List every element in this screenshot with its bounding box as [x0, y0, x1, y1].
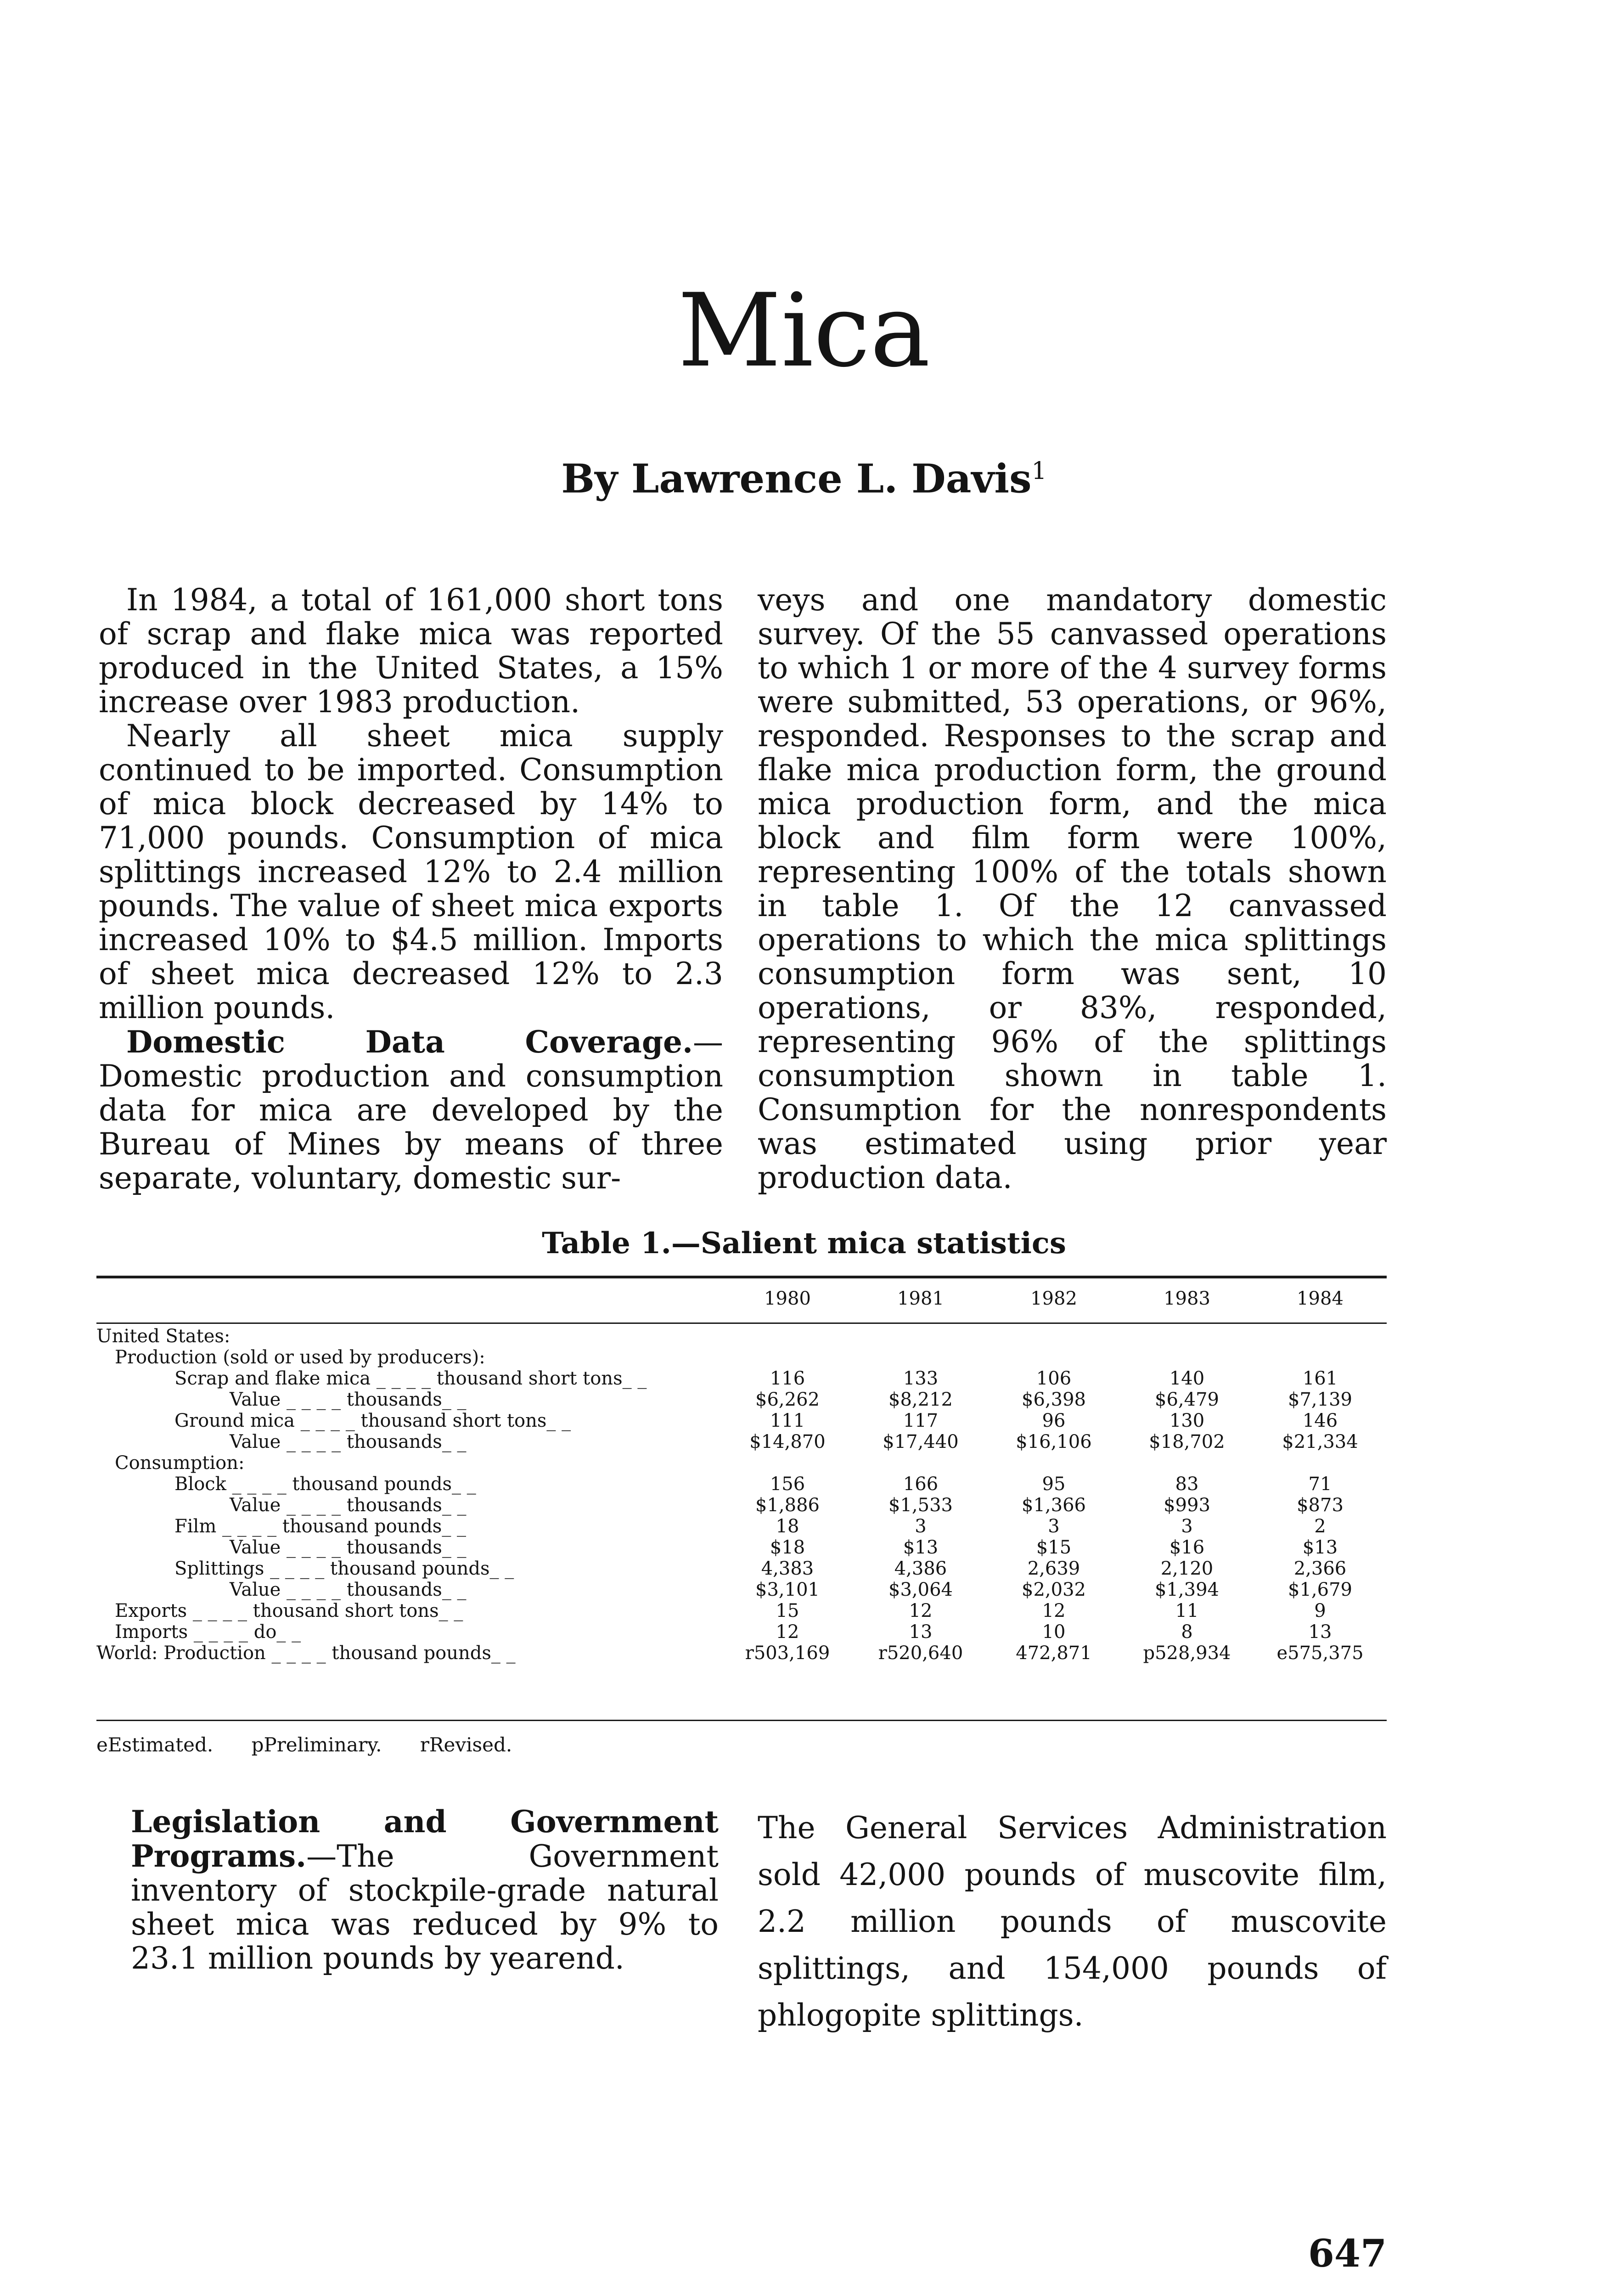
cell-value: $18 — [770, 1537, 805, 1558]
cell-value: 83 — [1175, 1474, 1199, 1495]
row-label-text: Value — [230, 1389, 281, 1410]
table-row — [96, 1389, 1387, 1410]
row-label-text: Exports — [115, 1600, 193, 1621]
row-unit: thousand pounds — [332, 1643, 491, 1664]
leader-dashes: _ _ _ _ — [281, 1495, 347, 1516]
cell-value: $7,139 — [1288, 1389, 1352, 1410]
row-label — [96, 1347, 721, 1368]
legislation-heading: Legislation and Government Programs. — [131, 1804, 719, 1874]
cell-value: 18 — [776, 1516, 799, 1537]
cell-value — [987, 1452, 1120, 1474]
byline — [0, 456, 1608, 502]
row-label — [96, 1410, 721, 1431]
cell-value: 10 — [1042, 1621, 1066, 1643]
cell-value — [1120, 1347, 1254, 1368]
cell-value: 3 — [915, 1516, 927, 1537]
table-row — [96, 1368, 1387, 1389]
cell-value — [854, 1326, 987, 1347]
cell-value: 140 — [1169, 1368, 1205, 1389]
cell-value: 4,383 — [761, 1558, 814, 1579]
cell-value — [1254, 1347, 1387, 1368]
row-unit: thousand short tons — [360, 1410, 547, 1431]
cell-value: 146 — [1302, 1410, 1338, 1431]
leader-dashes: _ _ _ _ — [192, 1600, 253, 1621]
leader-dashes: _ _ — [442, 1389, 467, 1410]
table-row — [96, 1452, 1387, 1474]
leader-dashes: _ _ — [276, 1621, 301, 1643]
table-row — [96, 1516, 1387, 1537]
intro-column-left — [99, 583, 723, 1195]
cell-value: 12 — [909, 1600, 933, 1621]
cell-value: 95 — [1042, 1474, 1066, 1495]
row-label — [96, 1579, 721, 1600]
table-bottom-rule — [96, 1720, 1387, 1721]
cell-value: 3 — [1181, 1516, 1193, 1537]
leader-dashes: _ _ _ _ — [281, 1389, 347, 1410]
cell-value: 106 — [1036, 1368, 1072, 1389]
leader-dashes: _ _ — [442, 1537, 467, 1558]
cell-value: 8 — [1181, 1621, 1193, 1643]
leader-dashes: _ _ — [451, 1474, 476, 1495]
row-label-text: World: Production — [96, 1643, 266, 1664]
row-label-text: Value — [230, 1431, 281, 1452]
cell-value: 13 — [909, 1621, 933, 1643]
salient-statistics-table — [96, 1283, 1387, 1664]
author-footnote-mark: 1 — [1031, 457, 1047, 485]
cell-value: 161 — [1302, 1368, 1338, 1389]
cell-value — [987, 1347, 1120, 1368]
table-row — [96, 1326, 1387, 1347]
cell-value: $2,032 — [1022, 1579, 1086, 1600]
leader-dashes: _ _ _ _ — [226, 1474, 292, 1495]
table-row — [96, 1347, 1387, 1368]
leader-dashes: _ _ — [442, 1516, 467, 1537]
leader-dashes: _ _ _ _ — [222, 1516, 282, 1537]
table-row — [96, 1579, 1387, 1600]
table-row — [96, 1495, 1387, 1516]
cell-value: $21,334 — [1282, 1431, 1358, 1452]
row-label — [96, 1368, 721, 1389]
row-unit: thousands — [346, 1431, 442, 1452]
row-label-text: Film — [174, 1516, 222, 1537]
coverage-text-left: —Domestic production and consumption data for mica are developed by the Bureau of Mines by means of three separate, voluntary, domestic sur- — [99, 1024, 723, 1196]
header-blank — [96, 1283, 721, 1316]
cell-value: 12 — [776, 1621, 799, 1643]
cell-value: 2 — [1314, 1516, 1326, 1537]
leader-dashes: _ _ _ _ — [376, 1368, 437, 1389]
leader-dashes: _ _ — [439, 1600, 463, 1621]
cell-value: 2,366 — [1293, 1558, 1347, 1579]
leader-dashes: _ _ — [622, 1368, 647, 1389]
row-unit: thousand short tons — [253, 1600, 439, 1621]
row-unit: do — [253, 1621, 277, 1643]
intro-column-right — [758, 583, 1387, 1195]
cell-value: 166 — [903, 1474, 939, 1495]
row-label — [96, 1643, 721, 1664]
row-unit: thousand pounds — [282, 1516, 442, 1537]
cell-value: $6,398 — [1022, 1389, 1086, 1410]
cell-value: $6,479 — [1155, 1389, 1219, 1410]
row-label-text: Scrap and flake mica — [174, 1368, 377, 1389]
cell-value: 117 — [903, 1410, 939, 1431]
row-unit: thousands — [346, 1537, 442, 1558]
cell-value: 156 — [770, 1474, 805, 1495]
row-label-text: Ground mica — [174, 1410, 301, 1431]
cell-value: $14,870 — [749, 1431, 826, 1452]
cell-value: 9 — [1314, 1600, 1326, 1621]
cell-value: 130 — [1169, 1410, 1205, 1431]
row-label — [96, 1621, 721, 1643]
cell-value — [854, 1347, 987, 1368]
cell-value — [1120, 1326, 1254, 1347]
cell-value — [721, 1326, 854, 1347]
footnote-revised: rRevised. — [420, 1733, 512, 1756]
table-row — [96, 1537, 1387, 1558]
legislation-text: —The Government inventory of stockpile-grade natural sheet mica was reduced by 9% to 23.1 million pounds by yearend. — [131, 1839, 719, 1976]
cell-value — [1254, 1326, 1387, 1347]
row-unit: thousand pounds — [330, 1558, 490, 1579]
row-unit: thousands — [346, 1389, 442, 1410]
leader-dashes: _ _ — [491, 1643, 516, 1664]
table-title: Table 1.—Salient mica statistics — [542, 1226, 1066, 1261]
row-label — [96, 1537, 721, 1558]
cell-value: r520,640 — [878, 1643, 963, 1664]
leader-dashes: _ _ — [546, 1410, 571, 1431]
cell-value: $993 — [1164, 1495, 1210, 1516]
cell-value: $873 — [1297, 1495, 1344, 1516]
year-header: 1982 — [1030, 1288, 1077, 1309]
cell-value: 96 — [1042, 1410, 1066, 1431]
table-footnotes — [96, 1733, 544, 1756]
row-unit: thousand short tons — [436, 1368, 623, 1389]
row-label-text: Block — [174, 1474, 226, 1495]
table-header-row — [96, 1283, 1387, 1316]
cell-value: $3,064 — [888, 1579, 953, 1600]
year-header: 1984 — [1297, 1288, 1344, 1309]
cell-value: 3 — [1048, 1516, 1060, 1537]
cell-value — [854, 1452, 987, 1474]
coverage-text-right: veys and one mandatory domestic survey. Of the 55 canvassed operations to which 1 or more of the 4 survey forms were submitted, 53 operations, or 96%, responded. Responses to the scrap and flake mica production form, the ground mica production form, and the mica block and film form were 100%, representing 100% of the totals shown in table 1. Of the 12 canvassed operations to which the mica splittings consumption form was sent, 10 operations, or 83%, responded, representing 96% of the splittings consumption shown in table 1. Consumption for the nonrespondents was estimated using prior year production data. — [758, 582, 1387, 1195]
cell-value: 2,120 — [1160, 1558, 1214, 1579]
cell-value: $13 — [903, 1537, 939, 1558]
row-label-text: Value — [230, 1537, 281, 1558]
cell-value: $1,886 — [755, 1495, 820, 1516]
row-label-text: Value — [230, 1495, 281, 1516]
row-label-text: Consumption: — [115, 1452, 245, 1474]
row-unit: thousand pounds — [292, 1474, 452, 1495]
row-label-text: United States: — [96, 1326, 231, 1347]
row-label — [96, 1431, 721, 1452]
cell-value: $15 — [1036, 1537, 1072, 1558]
cell-value: 11 — [1175, 1600, 1199, 1621]
cell-value: 472,871 — [1016, 1643, 1092, 1664]
row-label — [96, 1495, 721, 1516]
legislation-column — [131, 1805, 719, 1975]
cell-value: $16 — [1169, 1537, 1205, 1558]
cell-value — [1120, 1452, 1254, 1474]
leader-dashes: _ _ _ _ — [270, 1558, 331, 1579]
cell-value: 15 — [776, 1600, 799, 1621]
footnote-preliminary: pPreliminary. — [251, 1733, 382, 1756]
cell-value — [721, 1347, 854, 1368]
year-header: 1981 — [897, 1288, 944, 1309]
cell-value: 111 — [770, 1410, 805, 1431]
row-label-text: Production (sold or used by producers): — [115, 1347, 485, 1368]
cell-value: $1,394 — [1155, 1579, 1219, 1600]
row-label — [96, 1474, 721, 1495]
leader-dashes: _ _ — [442, 1431, 467, 1452]
author-name: By Lawrence L. Davis — [561, 456, 1032, 502]
cell-value: $1,533 — [888, 1495, 953, 1516]
cell-value: $3,101 — [755, 1579, 820, 1600]
row-unit: thousands — [346, 1579, 442, 1600]
cell-value: 4,386 — [894, 1558, 947, 1579]
cell-value: $16,106 — [1016, 1431, 1092, 1452]
leader-dashes: _ _ — [442, 1495, 467, 1516]
cell-value: $1,679 — [1288, 1579, 1352, 1600]
intro-paragraph-2: Nearly all sheet mica supply continued to be imported. Consumption of mica block decreased by 14% to 71,000 pounds. Consumption of mica splittings increased 12% to 2.4 million pounds. The value of sheet mica exports increased 10% to $4.5 million. Imports of sheet mica decreased 12% to 2.3 million pounds. — [99, 718, 723, 1025]
leader-dashes: _ _ _ _ — [193, 1621, 254, 1643]
leader-dashes: _ _ _ _ — [281, 1537, 347, 1558]
cell-value: $1,366 — [1022, 1495, 1086, 1516]
cell-value: 133 — [903, 1368, 939, 1389]
leader-dashes: _ _ — [489, 1558, 514, 1579]
coverage-heading: Domestic Data Coverage. — [126, 1024, 693, 1060]
row-label-text: Splittings — [174, 1558, 270, 1579]
leader-dashes: _ _ _ _ — [281, 1431, 347, 1452]
cell-value: p528,934 — [1143, 1643, 1231, 1664]
row-label — [96, 1452, 721, 1474]
leader-dashes: _ _ _ _ — [265, 1643, 332, 1664]
cell-value: 116 — [770, 1368, 805, 1389]
row-label — [96, 1389, 721, 1410]
legislation-paragraph — [131, 1805, 719, 1975]
table-body — [96, 1316, 1387, 1664]
cell-value: e575,375 — [1276, 1643, 1364, 1664]
cell-value: $6,262 — [755, 1389, 820, 1410]
cell-value — [1254, 1452, 1387, 1474]
leader-dashes: _ _ — [442, 1579, 467, 1600]
intro-paragraph-1: In 1984, a total of 161,000 short tons of scrap and flake mica was reported produced in the United States, a 15% increase over 1983 production. — [99, 582, 723, 720]
row-unit: thousands — [346, 1495, 442, 1516]
row-label — [96, 1516, 721, 1537]
table-row — [96, 1474, 1387, 1495]
row-label-text: Value — [230, 1579, 281, 1600]
row-label — [96, 1558, 721, 1579]
cell-value: $18,702 — [1149, 1431, 1225, 1452]
year-header: 1980 — [764, 1288, 811, 1309]
cell-value: $13 — [1302, 1537, 1338, 1558]
cell-value — [721, 1452, 854, 1474]
gsa-column — [758, 1805, 1387, 2039]
cell-value: 71 — [1308, 1474, 1332, 1495]
table-row — [96, 1621, 1387, 1643]
cell-value: 2,639 — [1027, 1558, 1080, 1579]
cell-value — [987, 1326, 1120, 1347]
cell-value: $8,212 — [888, 1389, 953, 1410]
row-label-text: Imports — [115, 1621, 194, 1643]
cell-value: r503,169 — [745, 1643, 830, 1664]
row-label — [96, 1326, 721, 1347]
footnote-estimated: eEstimated. — [96, 1733, 214, 1756]
table-top-rule — [96, 1276, 1387, 1278]
table-row — [96, 1558, 1387, 1579]
table-row — [96, 1600, 1387, 1621]
table-row — [96, 1643, 1387, 1664]
table-row — [96, 1431, 1387, 1452]
table-row — [96, 1410, 1387, 1431]
page-title: Mica — [678, 272, 930, 389]
cell-value: $17,440 — [883, 1431, 959, 1452]
cell-value: 12 — [1042, 1600, 1066, 1621]
page-number: 647 — [1308, 2232, 1387, 2276]
leader-dashes: _ _ _ _ — [281, 1579, 347, 1600]
cell-value: 13 — [1308, 1621, 1332, 1643]
gsa-paragraph: The General Services Administration sold 42,000 pounds of muscovite film, 2.2 million pounds of muscovite splittings, and 154,000 pounds of phlogopite splittings. — [758, 1810, 1387, 2033]
year-header: 1983 — [1164, 1288, 1210, 1309]
coverage-paragraph — [99, 1025, 723, 1195]
row-label — [96, 1600, 721, 1621]
leader-dashes: _ _ _ _ — [300, 1410, 361, 1431]
